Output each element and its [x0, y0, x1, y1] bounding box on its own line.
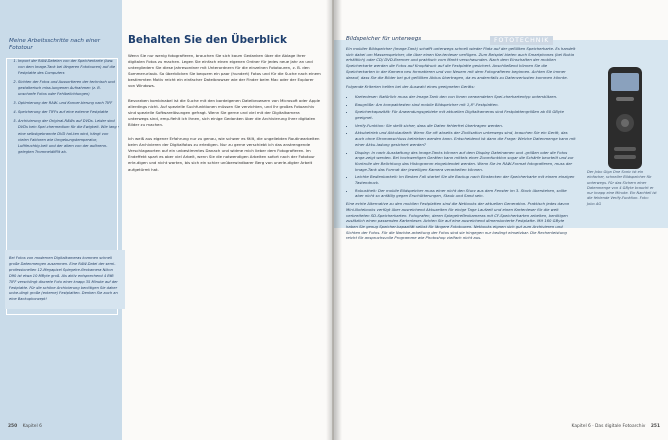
workflow-step: 3. Optimierung der RAW- und Konver-tierung nach TIFF [18, 100, 119, 106]
paragraph: Wenn Sie nur wenig fotografieren, brauchen Sie sich kaum Gedanken über die Ablage Ihrer digitalen Fotos zu machen. Legen Sie einfach einen eigenen Ordner für jedes neue Jahr an und untergliedern Sie diese Jahresordner mit Unterordnern für die einzelnen Fototouren, z. B. den Sommerurlaub. So überblicken Sie bequem ein paar (hundert) Fotos und für die Suche nach einem bestimmten Motiv reicht ein einfacher Dateibrowser wie der Finder beim Mac oder der Explorer von Windows. [128, 53, 321, 89]
datasize-note: Bei Fotos von modernen Digitalkameras kommen schnell große Datenmengen zusammen. Eine RAW-Datei der semi-professionellen 12-Megapixel Spiegelre-flexkamera Nikon D90 ist etwa 10 MByte groß. Als aktiv entsprechend 4 BtB TIFF verschlingt discrete Foto einer knapp 35 Minute auf der Festplatte. Für die schöne Archivierung benötigen Sie daher unbe-dingt große (externe) Festplatten. Denken Sie auch an eine Backupkonzept! [5, 250, 125, 309]
intro-paragraph: Ein mobiler Bildspeicher (Image-Tank) schafft unterwegs schnell wieder Platz auf der gefüllten Speicherkarte. Es handelt sich dabei um Massenspeicher, die über einen Kar-tenleser verfügen. Zum Beispiel bieten auch Smartphones (bei Nokia erhältlich) oder CD/ DVD-Brenner und praktisch vom Markt verschwunden. Nach dem Einschalten der mobilen Speicherkarte werden die Fotos auf Knopfdruck auf die Festplatte gesichert. Anschließend können Sie die Speicherkarten in der Kamera neu formatieren und von Neuem mit dem Fotografieren beginnen. Achten Sie immer darauf, dass Sie die Bilder bei gut gefüllten Akkus übertragen, da es andernfalls zu Datenverlusten kommen könnte. [346, 46, 576, 80]
chapter-label: Kapitel 6 · Das digitale Fotoarchiv [571, 424, 646, 429]
criteria-item: • Robustheit: Der mobile Bildspeicher muss einer nicht den Sturz aus dem Fenster im 3. Stock überstehen, sollte aber nicht so anfällig gegen Erschütterungen, Staub und Sand sein. [355, 188, 576, 199]
workflow-title: Meine Arbeitsschritte nach einer Fototour [9, 38, 101, 51]
fototechnik-badge: FOTOTECHNIK [490, 36, 553, 45]
book-gutter [326, 0, 342, 440]
section-heading: Behalten Sie den Überblick [128, 34, 287, 46]
criteria-item: • Verify-Funktion: Sie stellt sicher, dass die Daten fehlerfrei übertragen werden. [355, 123, 576, 129]
criteria-list [346, 94, 576, 199]
outro-paragraph: Eine echte Alternative zu den mobilen Festplatten sind die Netbooks der aktuellen Generation. Praktisch jedes davon Mini-Notebooks verfügt über ausreichend Akkuzeiten für einige Tage Laufzeit und einen Kartenleser für die weit verbreiteten SD-Speicherkarten. Fotografen, deren Spiegelreflexkameras mit CF-Speicherkarten arbeiten, benötigen zusätzlich einen passenden Kartenleser. Achten Sie auf eine ausreichend dimensionierte Festplatte. Mit 160 GByte haben Sie genug Speicher-kapazität selbst für längere Fototouren. Netbooks eignen sich gut zum Archivieren und Sichten der Fotos. Für die Nachbe-arbeitung der Fotos sind sie hingegen nur bedingt einsetzbar. Die Rechenleistung reicht für anspruchsvolle Programme wie Photoshop vielfach nicht aus. [346, 201, 570, 241]
left-page [0, 0, 332, 440]
sidebar-column [0, 0, 122, 440]
right-main-text [346, 46, 576, 245]
page-number: 251 [650, 424, 660, 429]
workflow-step: 2. Sichten der Fotos und Aussortieren der technisch und gestalterisch miss-lungenen Aufnahmen (z. B. unscharfe Fotos oder Fehlbelichtungen) [18, 79, 119, 97]
image-tank-device-image [596, 63, 654, 173]
criteria-item: • Speicherkapazität: Für Anwendungsgebiete mit aktuellen Digitalkameras sind Festplattengrößen ab 60 GByte geeignet. [355, 109, 576, 120]
criteria-item: • Display: In nach Ausstattung des Image-Tanks können auf dem Display Dateinamen und -größen oder die Fotos ange-zeigt werden. Bei hochwertigen Geräten kann mittels einer Zoomfunktion sogar die Schärfe beurteilt und zur Kontrolle der Belichtung das Histogramm eingeblendet werden. Wenn Sie im RAW-Format fotografieren, muss der Image-Tank das Format der jeweiligen Kamera verarbeiten können. [355, 150, 576, 173]
workflow-step: 5. Archivierung der Original-RAWs auf DVDs. Leider sind DVDs kein Spei-chermedium für die Ewigkeit. Wie lange eine selbstgebrannte DVD hal-ten wird, hängt von vielen Faktoren wie Umgebungstemperatur, Luftfeuchtig-keit und der allem von der aufbrenn-gelegten Trommeldifflit ab. [18, 118, 119, 155]
chapter-label: Kapitel 6 [22, 424, 42, 429]
box-heading: Bildspeicher für unterwegs [346, 36, 422, 42]
workflow-step: 4. Speicherung der TIFFs auf eine externe Festplatte [18, 109, 119, 115]
paragraph: Bevorzben kombinabel ist die Suche mit den bordeigenen Dateibrowsern von Microsoft oder Apple allerdings nicht. Auf spezielle Suchfunktionen müssen Sie verzichten, und Ihr großes Fotoarchiv sind spezielle Softwarelösungen gefragt. Wenn Sie gerne und viel mit der Digitalkamera unterwegs sind, emp-fiehlt ich Ihnen, sich einige Gedanken über die Archivierung Ihrer digitalen Bilder zu machen. [128, 97, 321, 127]
right-page [334, 0, 668, 440]
criteria-item: • Leichte Bedienbarkeit: Im Besten Fall startet Sie die Backup nach Einstecken der Speicherkarte mit einem einzigen Tastendruck. [355, 174, 576, 185]
criteria-item: • Baugröße: Am kompaktesten sind mobile Bildspeicher mit 1,8"-Festplatten. [355, 102, 576, 108]
criteria-item: • Kartenleser: Natürlich muss der Image-Tank den von Ihnen verwendeten Spei-cherkartentyp unterstützen. [355, 94, 576, 100]
criteria-item: • Akkubetrieb und Akkulaufzeit: Wenn Sie oft abseits der Zivilisation unterwegs sind, brauchen Sie ein Gerät, das auch ohne Stromanschluss betrieben werden kann. Entscheidend ist dann die Frage: Welche Datenmenge kann mit einer Akku-ladung gesichert werden? [355, 130, 576, 147]
left-main-text [128, 34, 321, 181]
device-caption: Der Jobo Giga One Sonic ist ein einfacher, schneller Bildspeicher für unterwegs. Für das Sichern einer Datenmenge von 4 GByte braucht er nur knapp eine Minute. Ein Nachteil ist die fehlende Verify-Funktion. Foto: Jobo AG [587, 170, 657, 206]
paragraph: Ich weiß aus eigener Erfahrung nur zu genau, wie schwer es fällt, die ungeliebten Routinearbeiten beim Archivieren der Digitalfotos zu erledigen. Nur zu gerne verschiebt ich das anstrengende Verschlagworten auf ein unbestimmtes Danach und widme mich lieber dem Fotografieren. Im Endeffekt spart es aber viel Arbeit, wenn Sie die notwendigen Arbeiten sofort nach der Fototour erle-digen und nicht warten, bis sich ein schier unüberwindbarer Berg von unerle-digter Arbeit aufgetürmt hat. [128, 136, 320, 172]
criteria-intro: Folgende Kriterien helfen bei der Auswahl eines geeigneten Geräts: [346, 84, 475, 90]
left-page-footer [8, 424, 42, 429]
workflow-step: 1. Import der RAW-Dateien von der Speicherkarte (bzw. von dem Image-Tank bei längeren Fototouren) auf die Festplatte des Computers [18, 58, 119, 76]
page-number: 250 [8, 424, 18, 429]
right-page-footer [572, 424, 660, 429]
